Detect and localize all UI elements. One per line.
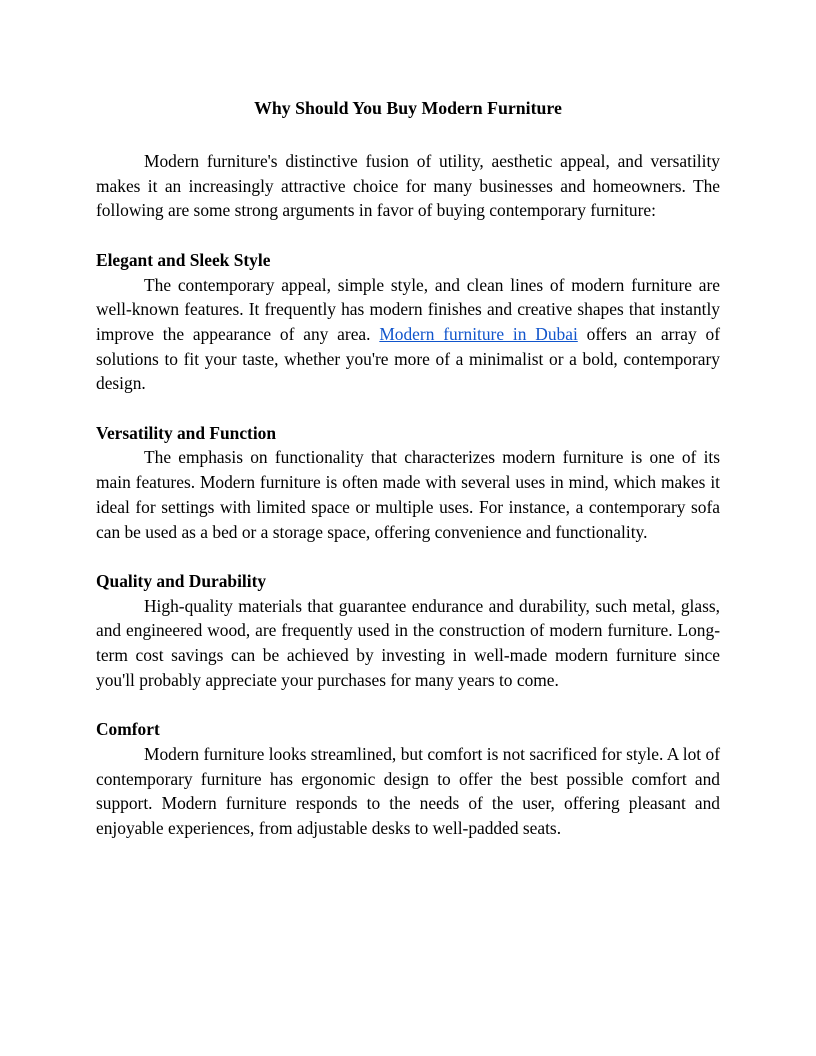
spacer xyxy=(96,692,720,717)
section-heading-versatility: Versatility and Function xyxy=(96,422,277,443)
section-heading-quality: Quality and Durability xyxy=(96,570,267,591)
section-heading-comfort: Comfort xyxy=(96,719,160,740)
section-body-text: offers an array of solutions to fit your taste, whether you're more of a minimalist or a bold, contemporary design. xyxy=(96,323,720,394)
modern-furniture-dubai-link[interactable]: Modern furniture in Dubai xyxy=(379,323,578,344)
intro-paragraph: Modern furniture's distinctive fusion of utility, aesthetic appeal, and versatility makes it an increasingly attractive choice for many businesses and homeowners. The following are some strong arguments in favor of buying contemporary furniture: xyxy=(96,151,720,221)
section-body-comfort: Modern furniture looks streamlined, but comfort is not sacrificed for style. A lot of contemporary furniture has ergonomic design to offer the best possible comfort and support. Modern furniture responds to the needs of the user, offering pleasant and enjoyable experiences, from adjustable desks to well-padded seats. xyxy=(96,743,720,838)
page-title: Why Should You Buy Modern Furniture xyxy=(254,98,562,118)
spacer xyxy=(96,121,720,149)
spacer xyxy=(96,396,720,421)
section-body-style xyxy=(96,273,720,397)
spacer xyxy=(96,544,720,569)
document-body xyxy=(96,95,720,841)
section-body-quality: High-quality materials that guarantee endurance and durability, such metal, glass, and engineered wood, are frequently used in the construction of modern furniture. Long-term cost savings can be achieved by investing in well-made modern furniture since you'll probably appreciate your purchases for many years to come. xyxy=(96,595,720,690)
spacer xyxy=(96,223,720,248)
section-heading-style: Elegant and Sleek Style xyxy=(96,249,271,270)
section-body-text: The contemporary appeal, simple style, and clean lines of modern furniture are well-known features. It frequently has modern finishes and creative shapes that instantly improve the appearance of any area. xyxy=(96,274,720,344)
section-body-versatility: The emphasis on functionality that characterizes modern furniture is one of its main features. Modern furniture is often made with several uses in mind, which makes it ideal for settings with limited space or multiple uses. For instance, a contemporary sofa can be used as a bed or a storage space, offering convenience and functionality. xyxy=(96,447,720,542)
